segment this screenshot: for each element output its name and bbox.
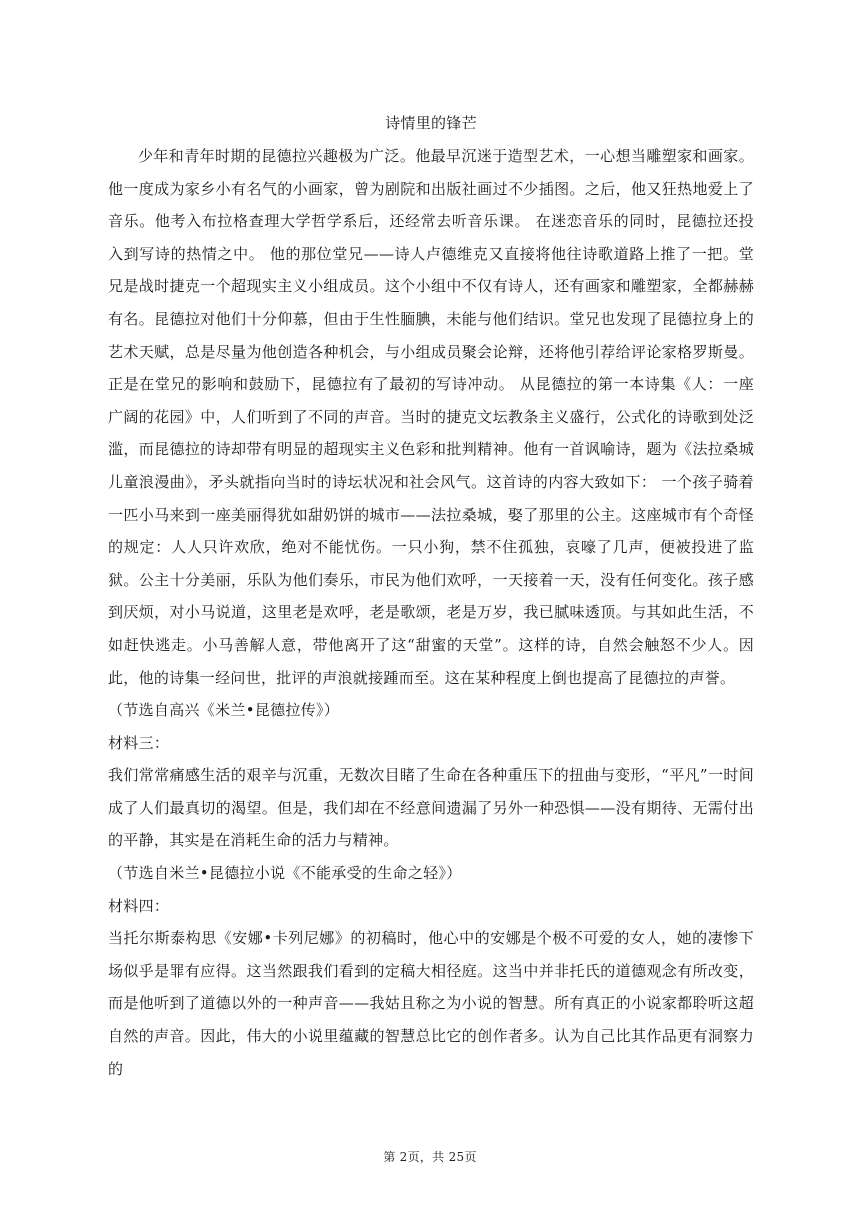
- page-number-footer: 第 2页，共 25页: [383, 1150, 477, 1164]
- material-4-text: 当托尔斯泰构思《安娜•卡列尼娜》的初稿时，他心中的安娜是个极不可爱的女人，她的凄惨下场似乎是罪有应得。这当然跟我们看到的定稿大相径庭。这当中并非托氏的道德观念有所改变，而是他听到了道德以外的一种声音——我姑且称之为小说的智慧。所有真正的小说家都聆听这超自然的声音。因此，伟大的小说里蕴藏的智慧总比它的创作者多。认为自己比其作品更有洞察力的: [108, 929, 754, 1078]
- document-body: [108, 108, 754, 1085]
- material-4-label: 材料四：: [108, 896, 170, 915]
- paragraph-biography: 少年和青年时期的昆德拉兴趣极为广泛。他最早沉迷于造型艺术，一心想当雕塑家和画家。他一度成为家乡小有名气的小画家，曾为剧院和出版社画过不少插图。之后，他又狂热地爱上了音乐。他考入布拉格查理大学哲学系后，还经常去听音乐课。 在迷恋音乐的同时，昆德拉还投入到写诗的热情之中。 他的那位堂兄——诗人卢德维克又直接将他往诗歌道路上推了一把。堂兄是战时捷克一个超现实主义小组成员。这个小组中不仅有诗人，还有画家和雕塑家，全都赫赫有名。昆德拉对他们十分仰慕，但由于生性腼腆，未能与他们结识。堂兄也发现了昆德拉身上的艺术天赋，总是尽量为他创造各种机会，与小组成员聚会论辩，还将他引荐给评论家格罗斯曼。正是在堂兄的影响和鼓励下，昆德拉有了最初的写诗冲动。 从昆德拉的第一本诗集《人：一座广阔的花园》中，人们听到了不同的声音。当时的捷克文坛教条主义盛行，公式化的诗歌到处泛滥，而昆德拉的诗却带有明显的超现实主义色彩和批判精神。他有一首讽喻诗，题为《法拉桑城儿童浪漫曲》，矛头就指向当时的诗坛状况和社会风气。这首诗的内容大致如下： 一个孩子骑着一匹小马来到一座美丽得犹如甜奶饼的城市——法拉桑城，娶了那里的公主。这座城市有个奇怪的规定：人人只许欢欣，绝对不能忧伤。一只小狗，禁不住孤独，哀嚎了几声，便被投进了监狱。公主十分美丽，乐队为他们奏乐，市民为他们欢呼，一天接着一天，没有任何变化。孩子感到厌烦，对小马说道，这里老是欢呼，老是歌颂，老是万岁，我已腻味透顶。与其如此生活，不如赶快逃走。小马善解人意，带他离开了这“甜蜜的天堂”。这样的诗，自然会触怒不少人。因此，他的诗集一经问世，批评的声浪就接踵而至。这在某种程度上倒也提高了昆德拉的声誉。: [108, 147, 754, 687]
- material-3-text: 我们常常痛感生活的艰辛与沉重，无数次目睹了生命在各种重压下的扭曲与变形，“平凡”一时间成了人们最真切的渴望。但是，我们却在不经意间遗漏了另外一种恐惧——没有期待、无需付出的平静，其实是在消耗生命的活力与精神。: [108, 766, 754, 850]
- material-3-label: 材料三：: [108, 733, 170, 752]
- source-citation-3: （节选自米兰•昆德拉小说《不能承受的生命之轻》）: [108, 864, 462, 883]
- source-citation-1: （节选自高兴《米兰•昆德拉传》）: [108, 701, 340, 720]
- article-title: 诗情里的锋芒: [385, 114, 477, 132]
